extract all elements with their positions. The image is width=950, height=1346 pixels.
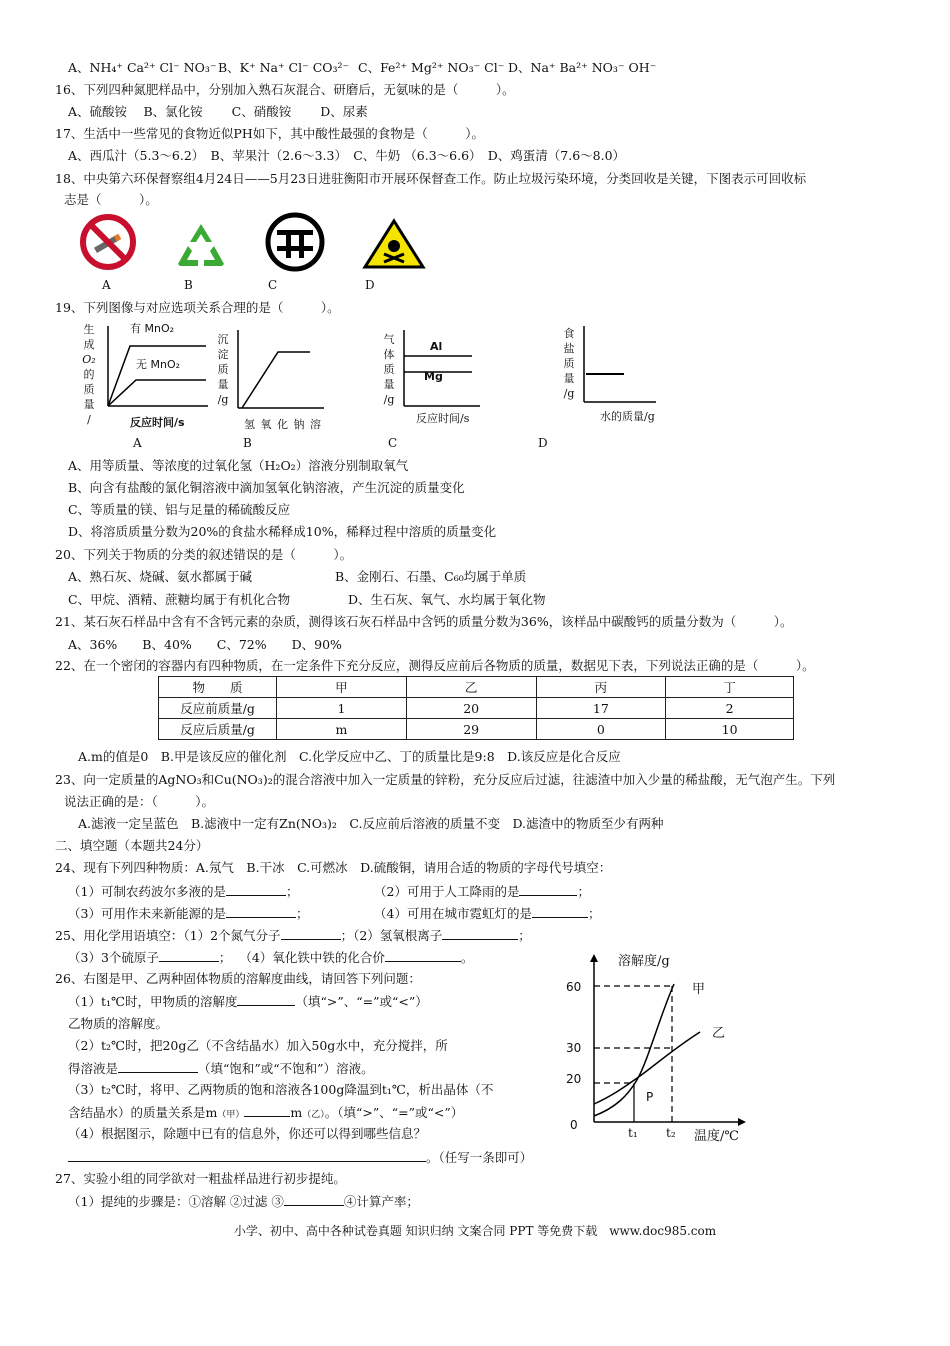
graph-c-xlabel: 反应时间/s — [416, 412, 470, 425]
q27-stem: 27、实验小组的同学欲对一粗盐样品进行初步提纯。 — [55, 1171, 346, 1186]
q19-option-a: A、用等质量、等浓度的过氧化氢（H₂O₂）溶液分别制取氧气 — [68, 458, 409, 473]
q26-answer-1-blank[interactable] — [237, 993, 295, 1006]
q24-part-1: （1）可制农药波尔多液的是 ； — [68, 884, 299, 899]
q20-option-b: B、金刚石、石墨、C₆₀均属于单质 — [335, 569, 527, 584]
graph-d-ylabel-1: 食 — [563, 327, 575, 340]
q26-line6-m: m — [290, 1105, 303, 1120]
q19-graph-d — [560, 322, 670, 432]
graph-a-ylabel-3: O₂ — [82, 353, 96, 366]
q24-answer-4-blank[interactable] — [532, 905, 588, 918]
table-cell: m — [277, 719, 407, 740]
y-tick-60: 60 — [566, 980, 582, 994]
graph-d-ylabel-4: 量 — [563, 372, 575, 385]
q24-part-3-text: （3）可用作未来新能源的是 — [68, 906, 226, 921]
q17-stem: 17、生活中一些常见的食物近似PH如下，其中酸性最强的食物是（ ）。 — [55, 126, 484, 141]
graph-a-xlabel: 反应时间/s — [130, 416, 185, 429]
q24-part-3: （3）可用作未来新能源的是 ； — [68, 906, 309, 921]
q26-line2: 乙物质的溶解度。 — [68, 1016, 169, 1031]
graph-origin: 0 — [570, 1118, 578, 1132]
q17-options: A、西瓜汁（5.3～6.2） B、苹果汁（2.6～3.3） C、牛奶 （6.3～6.6） D、鸡蛋清（7.6～8.0） — [68, 148, 626, 163]
table-header-row — [159, 677, 794, 698]
graph-b-ylabel-2: 淀 — [217, 348, 229, 361]
q26-line7: （4）根据图示，除题中已有的信息外，你还可以得到哪些信息？ — [68, 1126, 426, 1141]
q26-line4-text: 得溶液是 — [68, 1061, 119, 1076]
graph-c-ylabel-5: /g — [383, 393, 395, 406]
y-tick-30: 30 — [566, 1041, 582, 1055]
q25-answer-2-blank[interactable] — [442, 927, 518, 940]
q20-option-a: A、熟石灰、烧碱、氨水都属于碱 — [68, 569, 253, 584]
q27-line1-text: （1）提纯的步骤是：①溶解 ②过滤 ③ — [68, 1194, 284, 1209]
q24-part-1-text: （1）可制农药波尔多液的是 — [68, 884, 226, 899]
q19-label-b: B — [243, 436, 252, 450]
q19-graph-b — [214, 328, 334, 438]
graph-a-ylabel-7: / — [87, 413, 91, 426]
table-cell: 2 — [666, 698, 794, 719]
graph-b-ylabel-5: /g — [217, 393, 229, 406]
q26-line1-text: （1）t₁℃时，甲物质的溶解度 — [68, 994, 238, 1009]
q19-option-b: B、向含有盐酸的氯化铜溶液中滴加氢氧化钠溶液，产生沉淀的质量变化 — [68, 480, 465, 495]
point-p-label: P — [646, 1090, 654, 1104]
q25-part-2-text: （2）氢氧根离子 — [353, 928, 443, 943]
graph-a-top-curve-label: 有 MnO₂ — [130, 322, 175, 335]
q24-answer-3-blank[interactable] — [226, 905, 296, 918]
table-cell: 1 — [277, 698, 407, 719]
table-header-cell: 物 质 — [159, 677, 277, 698]
q24-answer-1-blank[interactable] — [226, 883, 286, 896]
table-header-cell: 甲 — [277, 677, 407, 698]
q25-stem: 25、用化学用语填空：（1）2个氮气分子 — [55, 928, 281, 943]
graph-a-bottom-curve-label: 无 MnO₂ — [136, 358, 181, 371]
graph-b-ylabel-1: 沉 — [217, 333, 229, 346]
q23-options: A.滤液一定呈蓝色 B.滤液中一定有Zn(NO₃)₂ C.反应前后溶液的质量不变 D.滤渣中的物质至少有两种 — [78, 816, 664, 831]
q18-stem-line2: 志是（ ）。 — [64, 192, 158, 207]
q26-sub-yi: （乙） — [302, 1110, 325, 1120]
table-row — [159, 719, 794, 740]
q24-part-2: （2）可用于人工降雨的是 ； — [374, 884, 590, 899]
q18-label-d: D — [365, 278, 375, 292]
graph-xlabel: 温度/℃ — [694, 1129, 739, 1144]
q26-line1 — [68, 993, 428, 1010]
q15-option-d: D、Na⁺ Ba²⁺ NO₃⁻ OH⁻ — [508, 60, 657, 75]
graph-c-al-label: Al — [430, 340, 443, 353]
q19-stem: 19、下列图像与对应选项关系合理的是（ ）。 — [55, 300, 340, 315]
series-jia-label: 甲 — [692, 982, 706, 997]
q21-options: A、36% B、40% C、72% D、90% — [68, 637, 342, 652]
q26-line4 — [68, 1060, 374, 1077]
q15-option-a: A、NH₄⁺ Ca²⁺ Cl⁻ NO₃⁻ — [68, 60, 217, 75]
graph-a-ylabel-2: 成 — [83, 338, 95, 351]
q15-option-c: C、Fe²⁺ Mg²⁺ NO₃⁻ Cl⁻ — [358, 60, 505, 75]
q26-answer-2-blank[interactable] — [118, 1060, 198, 1073]
x-tick-t1: t₁ — [628, 1126, 638, 1140]
graph-a-ylabel-5: 质 — [83, 383, 95, 396]
q20-option-c: C、甲烷、酒精、蔗糖均属于有机化合物 — [68, 592, 291, 607]
q15-option-b: B、K⁺ Na⁺ Cl⁻ CO₃²⁻ — [218, 60, 350, 75]
q26-line6-text: 含结晶水）的质量关系是m — [68, 1105, 218, 1120]
q26-line3: （2）t₂℃时，把20g乙（不含结晶水）加入50g水中，充分搅拌，所 — [68, 1038, 448, 1053]
q23-stem-line2: 说法正确的是：（ ）。 — [64, 794, 215, 809]
q19-label-a: A — [133, 436, 142, 450]
graph-d-ylabel-2: 盐 — [563, 342, 575, 355]
q26-answer-4-blank[interactable] — [68, 1149, 426, 1162]
graph-ylabel: 溶解度/g — [618, 954, 670, 969]
table-cell: 反应后质量/g — [159, 719, 277, 740]
q19-label-c: C — [388, 436, 398, 450]
graph-b-ylabel-3: 质 — [217, 363, 229, 376]
q26-answer-3-blank[interactable] — [244, 1104, 290, 1117]
table-cell: 0 — [536, 719, 666, 740]
q19-graph-a — [78, 318, 218, 438]
q26-line5: （3）t₂℃时，将甲、乙两物质的饱和溶液各100g降温到t₁℃，析出晶体（不 — [68, 1082, 494, 1097]
table-cell: 10 — [666, 719, 794, 740]
q25-part-3-text: （3）3个硫原子 — [68, 950, 159, 965]
q22-stem: 22、在一个密闭的容器内有四种物质，在一定条件下充分反应，测得反应前后各物质的质量，数据见下表，下列说法正确的是（ ）。 — [55, 658, 815, 673]
q19-label-d: D — [538, 436, 548, 450]
q22-options: A.m的值是0 B.甲是该反应的催化剂 C.化学反应中乙、丁的质量比是9:8 D.该反应是化合反应 — [78, 749, 621, 764]
q19-graph-c — [380, 326, 490, 436]
q26-line8-hint: 。（任写一条即可） — [426, 1150, 533, 1165]
q26-line6-hint: 。（填“>”、“=”或“<”） — [324, 1105, 464, 1120]
table-cell: 20 — [406, 698, 536, 719]
q26-line8 — [68, 1149, 532, 1166]
q22-table — [158, 676, 794, 740]
q18-stem-line1: 18、中央第六环保督察组4月24日——5月23日进驻衡阳市开展环保督查工作。防止垃圾污染环境，分类回收是关键，下图表示可回收标 — [55, 171, 807, 186]
graph-a-ylabel-6: 量 — [83, 398, 95, 411]
q23-stem-line1: 23、向一定质量的AgNO₃和Cu(NO₃)₂的混合溶液中加入一定质量的锌粉，充分反应后过滤，往滤渣中加入少量的稀盐酸，无气泡产生。下列 — [55, 772, 836, 787]
q27-line1 — [68, 1193, 419, 1210]
solubility-curve-graph — [560, 950, 760, 1150]
table-header-cell: 丁 — [666, 677, 794, 698]
q16-stem: 16、下列四种氮肥样品中，分别加入熟石灰混合、研磨后，无氨味的是（ ）。 — [55, 82, 515, 97]
graph-c-ylabel-2: 体 — [383, 348, 395, 361]
q24-stem: 24、现有下列四种物质：A.氖气 B.干冰 C.可燃冰 D.硫酸铜，请用合适的物质的字母代号填空： — [55, 860, 612, 875]
graph-b-xlabel: 氢 氧 化 钠 溶 — [244, 418, 322, 431]
q27-answer-1-blank[interactable] — [284, 1193, 344, 1206]
q25-line2: （3）3个硫原子 ； （4）氧化铁中铁的化合价 。 — [68, 950, 474, 965]
q25-answer-1-blank[interactable] — [281, 927, 341, 940]
q25-part-4-text: （4）氧化铁中铁的化合价 — [239, 950, 385, 965]
graph-b-ylabel-4: 量 — [217, 378, 229, 391]
q18-label-b: B — [184, 278, 193, 292]
graph-c-ylabel-4: 量 — [383, 378, 395, 391]
circle-symbol-sign — [265, 212, 325, 275]
table-header-cell: 丙 — [536, 677, 666, 698]
y-tick-20: 20 — [566, 1072, 582, 1086]
q26-line4-hint: （填“饱和”或“不饱和”）溶液。 — [198, 1061, 374, 1076]
graph-c-ylabel-3: 质 — [383, 363, 395, 376]
q25-answer-3-blank[interactable] — [159, 949, 219, 962]
toxic-warning-sign — [362, 218, 426, 273]
graph-d-ylabel-5: /g — [563, 387, 575, 400]
x-tick-t2: t₂ — [666, 1126, 676, 1140]
q26-stem: 26、右图是甲、乙两种固体物质的溶解度曲线，请回答下列问题： — [55, 971, 421, 986]
table-cell: 17 — [536, 698, 666, 719]
q26-sub-jia: （甲） — [217, 1110, 245, 1120]
graph-a-ylabel-1: 生 — [83, 323, 95, 336]
graph-c-ylabel-1: 气 — [383, 333, 395, 346]
q24-part-4: （4）可用在城市霓虹灯的是 ； — [374, 906, 601, 921]
page-footer: 小学、初中、高中各种试卷真题 知识归纳 文案合同 PPT 等免费下载 www.doc985.com — [233, 1224, 717, 1238]
q19-option-d: D、将溶质质量分数为20%的食盐水稀释成10%，稀释过程中溶质的质量变化 — [68, 524, 497, 539]
q24-part-2-text: （2）可用于人工降雨的是 — [374, 884, 520, 899]
graph-c-mg-label: Mg — [424, 370, 443, 383]
q18-label-c: C — [268, 278, 278, 292]
table-header-cell: 乙 — [406, 677, 536, 698]
q25-line1: 25、用化学用语填空：（1）2个氮气分子 ；（2）氢氧根离子 ； — [55, 928, 531, 943]
q25-answer-4-blank[interactable] — [385, 949, 461, 962]
q16-options: A、硫酸铵 B、氯化铵 C、硝酸铵 D、尿素 — [68, 104, 368, 119]
graph-d-xlabel: 水的质量/g — [600, 410, 655, 423]
q27-line1-end: ④计算产率； — [343, 1194, 419, 1209]
series-yi-label: 乙 — [712, 1026, 726, 1041]
no-smoking-sign — [80, 214, 136, 273]
recycle-sign — [172, 220, 230, 273]
table-cell: 反应前质量/g — [159, 698, 277, 719]
q24-part-4-text: （4）可用在城市霓虹灯的是 — [374, 906, 532, 921]
q19-option-c: C、等质量的镁、铝与足量的稀硫酸反应 — [68, 502, 291, 517]
q26-line6 — [68, 1104, 463, 1123]
section-2-title: 二、填空题（本题共24分） — [55, 838, 209, 853]
q24-answer-2-blank[interactable] — [519, 883, 577, 896]
q21-stem: 21、某石灰石样品中含有不含钙元素的杂质，测得该石灰石样品中含钙的质量分数为36%，该样品中碳酸钙的质量分数为（ ）。 — [55, 614, 793, 629]
graph-a-ylabel-4: 的 — [83, 368, 95, 381]
q20-stem: 20、下列关于物质的分类的叙述错误的是（ ）。 — [55, 547, 353, 562]
table-cell: 29 — [406, 719, 536, 740]
table-row — [159, 698, 794, 719]
q26-line1-hint: （填“>”、“=”或“<”） — [295, 994, 428, 1009]
q18-label-a: A — [102, 278, 111, 292]
q20-option-d: D、生石灰、氧气、水均属于氧化物 — [348, 592, 546, 607]
graph-d-ylabel-3: 质 — [563, 357, 575, 370]
